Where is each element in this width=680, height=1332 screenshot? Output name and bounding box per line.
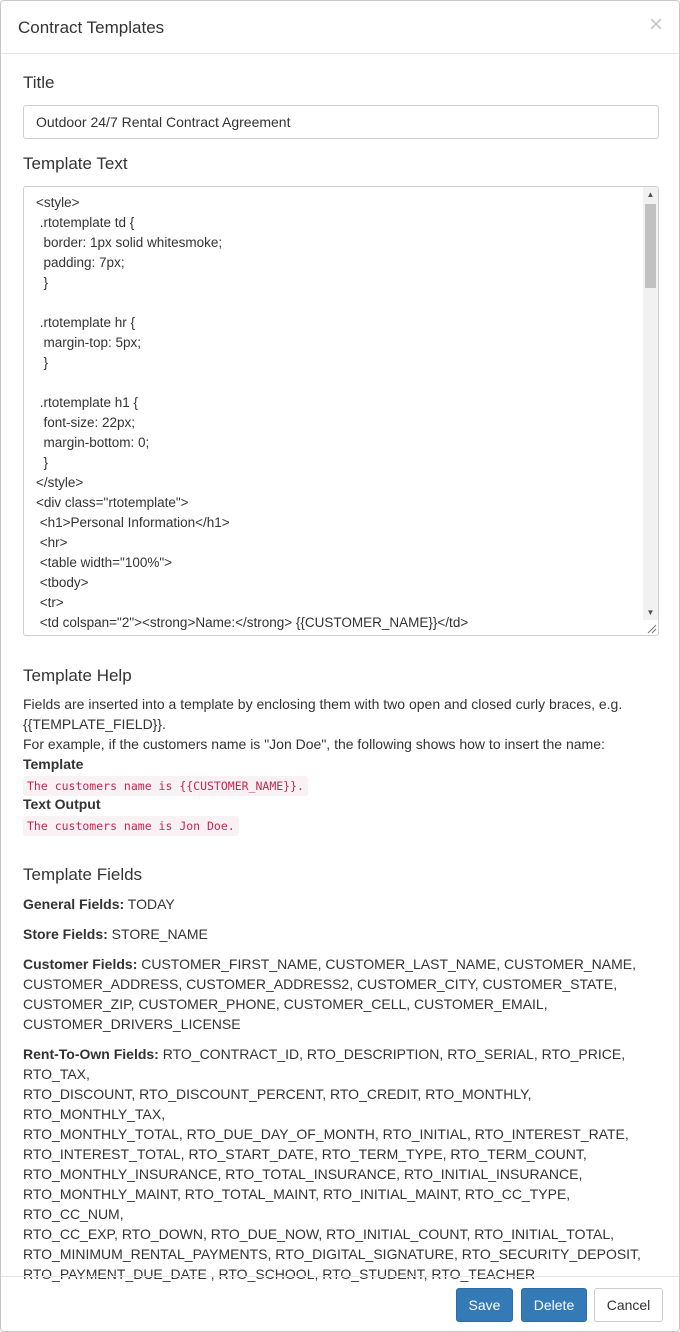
template-text-line: .rtotemplate td { — [36, 215, 135, 230]
store-fields-label: Store Fields: — [23, 926, 108, 942]
template-text-line: <div class="rtotemplate"> — [36, 495, 189, 510]
textarea-scrollbar[interactable] — [643, 187, 658, 620]
template-text-line: <tbody> — [36, 575, 89, 590]
template-text-line: } — [36, 355, 49, 370]
output-example-label: Text Output — [23, 796, 101, 812]
customer-fields-line: CUSTOMER_ZIP, CUSTOMER_PHONE, CUSTOMER_CELL, CUSTOMER_EMAIL, — [23, 996, 548, 1012]
store-fields — [23, 924, 659, 944]
template-text-line: <table width="100%"> — [36, 555, 173, 570]
template-text-line: .rtotemplate hr { — [36, 315, 136, 330]
scroll-down-arrow-icon[interactable]: ▼ — [646, 608, 655, 617]
rto-fields-line: RTO_CONTRACT_ID, RTO_DESCRIPTION, RTO_SERIAL, RTO_PRICE, RTO_TAX, — [23, 1046, 626, 1082]
template-text-line: <hr> — [36, 535, 68, 550]
customer-fields-line: CUSTOMER_FIRST_NAME, CUSTOMER_LAST_NAME, CUSTOMER_NAME, — [137, 956, 636, 972]
rto-fields-line: RTO_INTEREST_TOTAL, RTO_START_DATE, RTO_TERM_TYPE, RTO_TERM_COUNT, — [23, 1146, 587, 1162]
rto-fields-line: RTO_MINIMUM_RENTAL_PAYMENTS, RTO_DIGITAL_SIGNATURE, RTO_SECURITY_DEPOSIT, — [23, 1246, 641, 1262]
template-text-label: Template Text — [23, 154, 128, 173]
template-text-line: margin-top: 5px; — [36, 335, 142, 350]
customer-fields-line: CUSTOMER_ADDRESS, CUSTOMER_ADDRESS2, CUSTOMER_CITY, CUSTOMER_STATE, — [23, 976, 618, 992]
template-text-line: .rtotemplate h1 { — [36, 395, 139, 410]
general-fields-value: TODAY — [124, 896, 175, 912]
customer-fields-label: Customer Fields: — [23, 956, 138, 972]
modal-title: Contract Templates — [18, 18, 165, 37]
modal-footer — [1, 1276, 679, 1332]
rto-fields-line: RTO_MONTHLY_TOTAL, RTO_DUE_DAY_OF_MONTH, RTO_INITIAL, RTO_INTEREST_RATE, — [23, 1126, 629, 1142]
template-text-line — [36, 373, 636, 393]
delete-button[interactable]: Delete — [521, 1288, 587, 1322]
template-text-line: </style> — [36, 475, 84, 490]
help-line-1: Fields are inserted into a template by enclosing them with two open and closed curly braces, e.g. — [23, 696, 623, 712]
template-text-line: <tr> — [36, 595, 64, 610]
title-label: Title — [23, 73, 55, 92]
customer-fields — [23, 954, 659, 1034]
template-help-heading: Template Help — [23, 666, 132, 685]
template-text-line: <style> — [36, 195, 80, 210]
template-text-line: <h1>Personal Information</h1> — [36, 515, 230, 530]
template-text-line — [36, 293, 636, 313]
template-text-line: border: 1px solid whitesmoke; — [36, 235, 223, 250]
help-line-3: For example, if the customers name is "Jon Doe", the following shows how to insert the name: — [23, 736, 605, 752]
template-text-line: margin-bottom: 0; — [36, 435, 150, 450]
modal-header — [1, 1, 679, 54]
rto-fields-line: RTO_DISCOUNT, RTO_DISCOUNT_PERCENT, RTO_CREDIT, RTO_MONTHLY, RTO_MONTHLY_TAX, — [23, 1086, 532, 1122]
rto-fields — [23, 1044, 659, 1284]
customer-fields-line: CUSTOMER_DRIVERS_LICENSE — [23, 1016, 241, 1032]
template-fields-heading: Template Fields — [23, 865, 143, 884]
general-fields-label: General Fields: — [23, 896, 125, 912]
template-text-line: font-size: 22px; — [36, 415, 136, 430]
scroll-up-arrow-icon[interactable]: ▲ — [646, 190, 655, 199]
rto-fields-label: Rent-To-Own Fields: — [23, 1046, 159, 1062]
scroll-thumb[interactable] — [645, 204, 656, 288]
rto-fields-line: RTO_PAYMENT_DUE_DATE , RTO_SCHOOL, RTO_STUDENT, RTO_TEACHER — [23, 1266, 536, 1282]
store-fields-value: STORE_NAME — [107, 926, 208, 942]
template-text-line: } — [36, 455, 49, 470]
rto-fields-line: RTO_CC_EXP, RTO_DOWN, RTO_DUE_NOW, RTO_INITIAL_COUNT, RTO_INITIAL_TOTAL, — [23, 1226, 615, 1242]
template-text-line: } — [36, 275, 49, 290]
rto-fields-line: RTO_MONTHLY_MAINT, RTO_TOTAL_MAINT, RTO_INITIAL_MAINT, RTO_CC_TYPE, RTO_CC_NUM, — [23, 1186, 571, 1222]
title-input[interactable]: Outdoor 24/7 Rental Contract Agreement — [23, 105, 659, 139]
resize-grip-icon[interactable] — [645, 622, 657, 634]
template-text-line: <td colspan="2"><strong>Name:</strong> {{CUSTOMER_NAME}}</td> — [36, 615, 469, 630]
cancel-button[interactable]: Cancel — [594, 1288, 663, 1322]
save-button[interactable]: Save — [456, 1288, 513, 1322]
template-text-content — [36, 193, 636, 633]
template-example-code: The customers name is {{CUSTOMER_NAME}}. — [23, 776, 308, 796]
help-line-2: {{TEMPLATE_FIELD}}. — [23, 716, 166, 732]
general-fields — [23, 894, 659, 914]
output-example-code: The customers name is Jon Doe. — [23, 816, 239, 836]
template-text-line: padding: 7px; — [36, 255, 125, 270]
rto-fields-line: RTO_MONTHLY_INSURANCE, RTO_TOTAL_INSURANCE, RTO_INITIAL_INSURANCE, — [23, 1166, 583, 1182]
close-icon[interactable]: × — [648, 11, 663, 38]
template-example-label: Template — [23, 756, 84, 772]
template-text-area[interactable] — [23, 186, 659, 636]
